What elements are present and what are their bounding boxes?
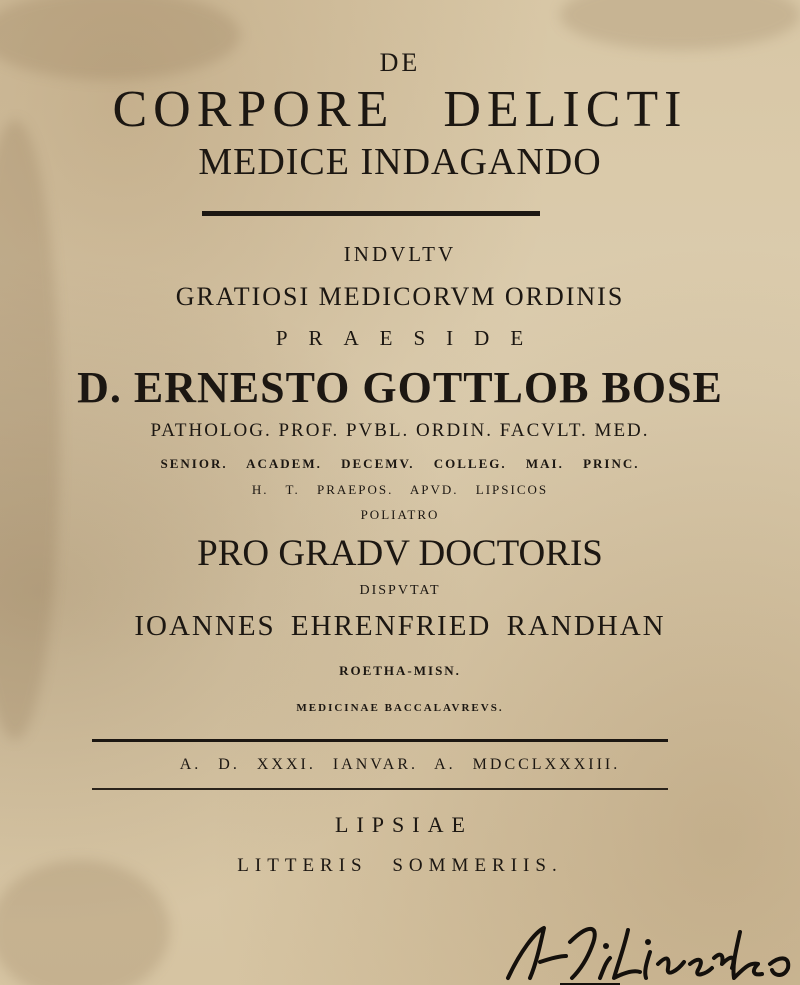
divider-rule (92, 788, 668, 790)
ordinis-line: GRATIOSI MEDICORVM ORDINIS (175, 282, 625, 311)
date-line: A. D. XXXI. IANVAR. A. MDCCLXXXIII. (179, 756, 621, 773)
president-name: D. ERNESTO GOTTLOB BOSE (77, 363, 723, 412)
place-line: LIPSIAE (335, 812, 473, 837)
divider-rule (202, 211, 540, 216)
divider-rule (92, 739, 668, 742)
praeside-line: PRAESIDE (275, 326, 545, 350)
title-main: CORPORE DELICTI (112, 81, 688, 138)
author-degree: MEDICINAE BACCALAVREVS. (296, 702, 504, 714)
president-title-1: PATHOLOG. PROF. PVBL. ORDIN. FACVLT. MED. (150, 420, 650, 441)
president-title-4: POLIATRO (360, 507, 440, 522)
author-name: IOANNES EHRENFRIED RANDHAN (134, 610, 666, 642)
pro-gradu-line: PRO GRADV DOCTORIS (197, 533, 603, 574)
paper-stain (0, 860, 170, 985)
disputat-line: DISPVTAT (359, 583, 441, 598)
author-origin: ROETHA-MISN. (339, 663, 461, 678)
title-preposition: DE (379, 48, 421, 77)
president-title-3: H. T. PRAEPOS. APVD. LIPSICOS (251, 482, 549, 497)
president-title-2: SENIOR. ACADEM. DECEMV. COLLEG. MAI. PRINC. (160, 456, 640, 471)
handwritten-signature (500, 912, 800, 985)
printer-line: LITTERIS SOMMERIIS. (237, 855, 563, 876)
paper-stain (560, 0, 800, 50)
title-sub: MEDICE INDAGANDO (198, 141, 602, 183)
indultu-line: INDVLTV (343, 242, 457, 266)
